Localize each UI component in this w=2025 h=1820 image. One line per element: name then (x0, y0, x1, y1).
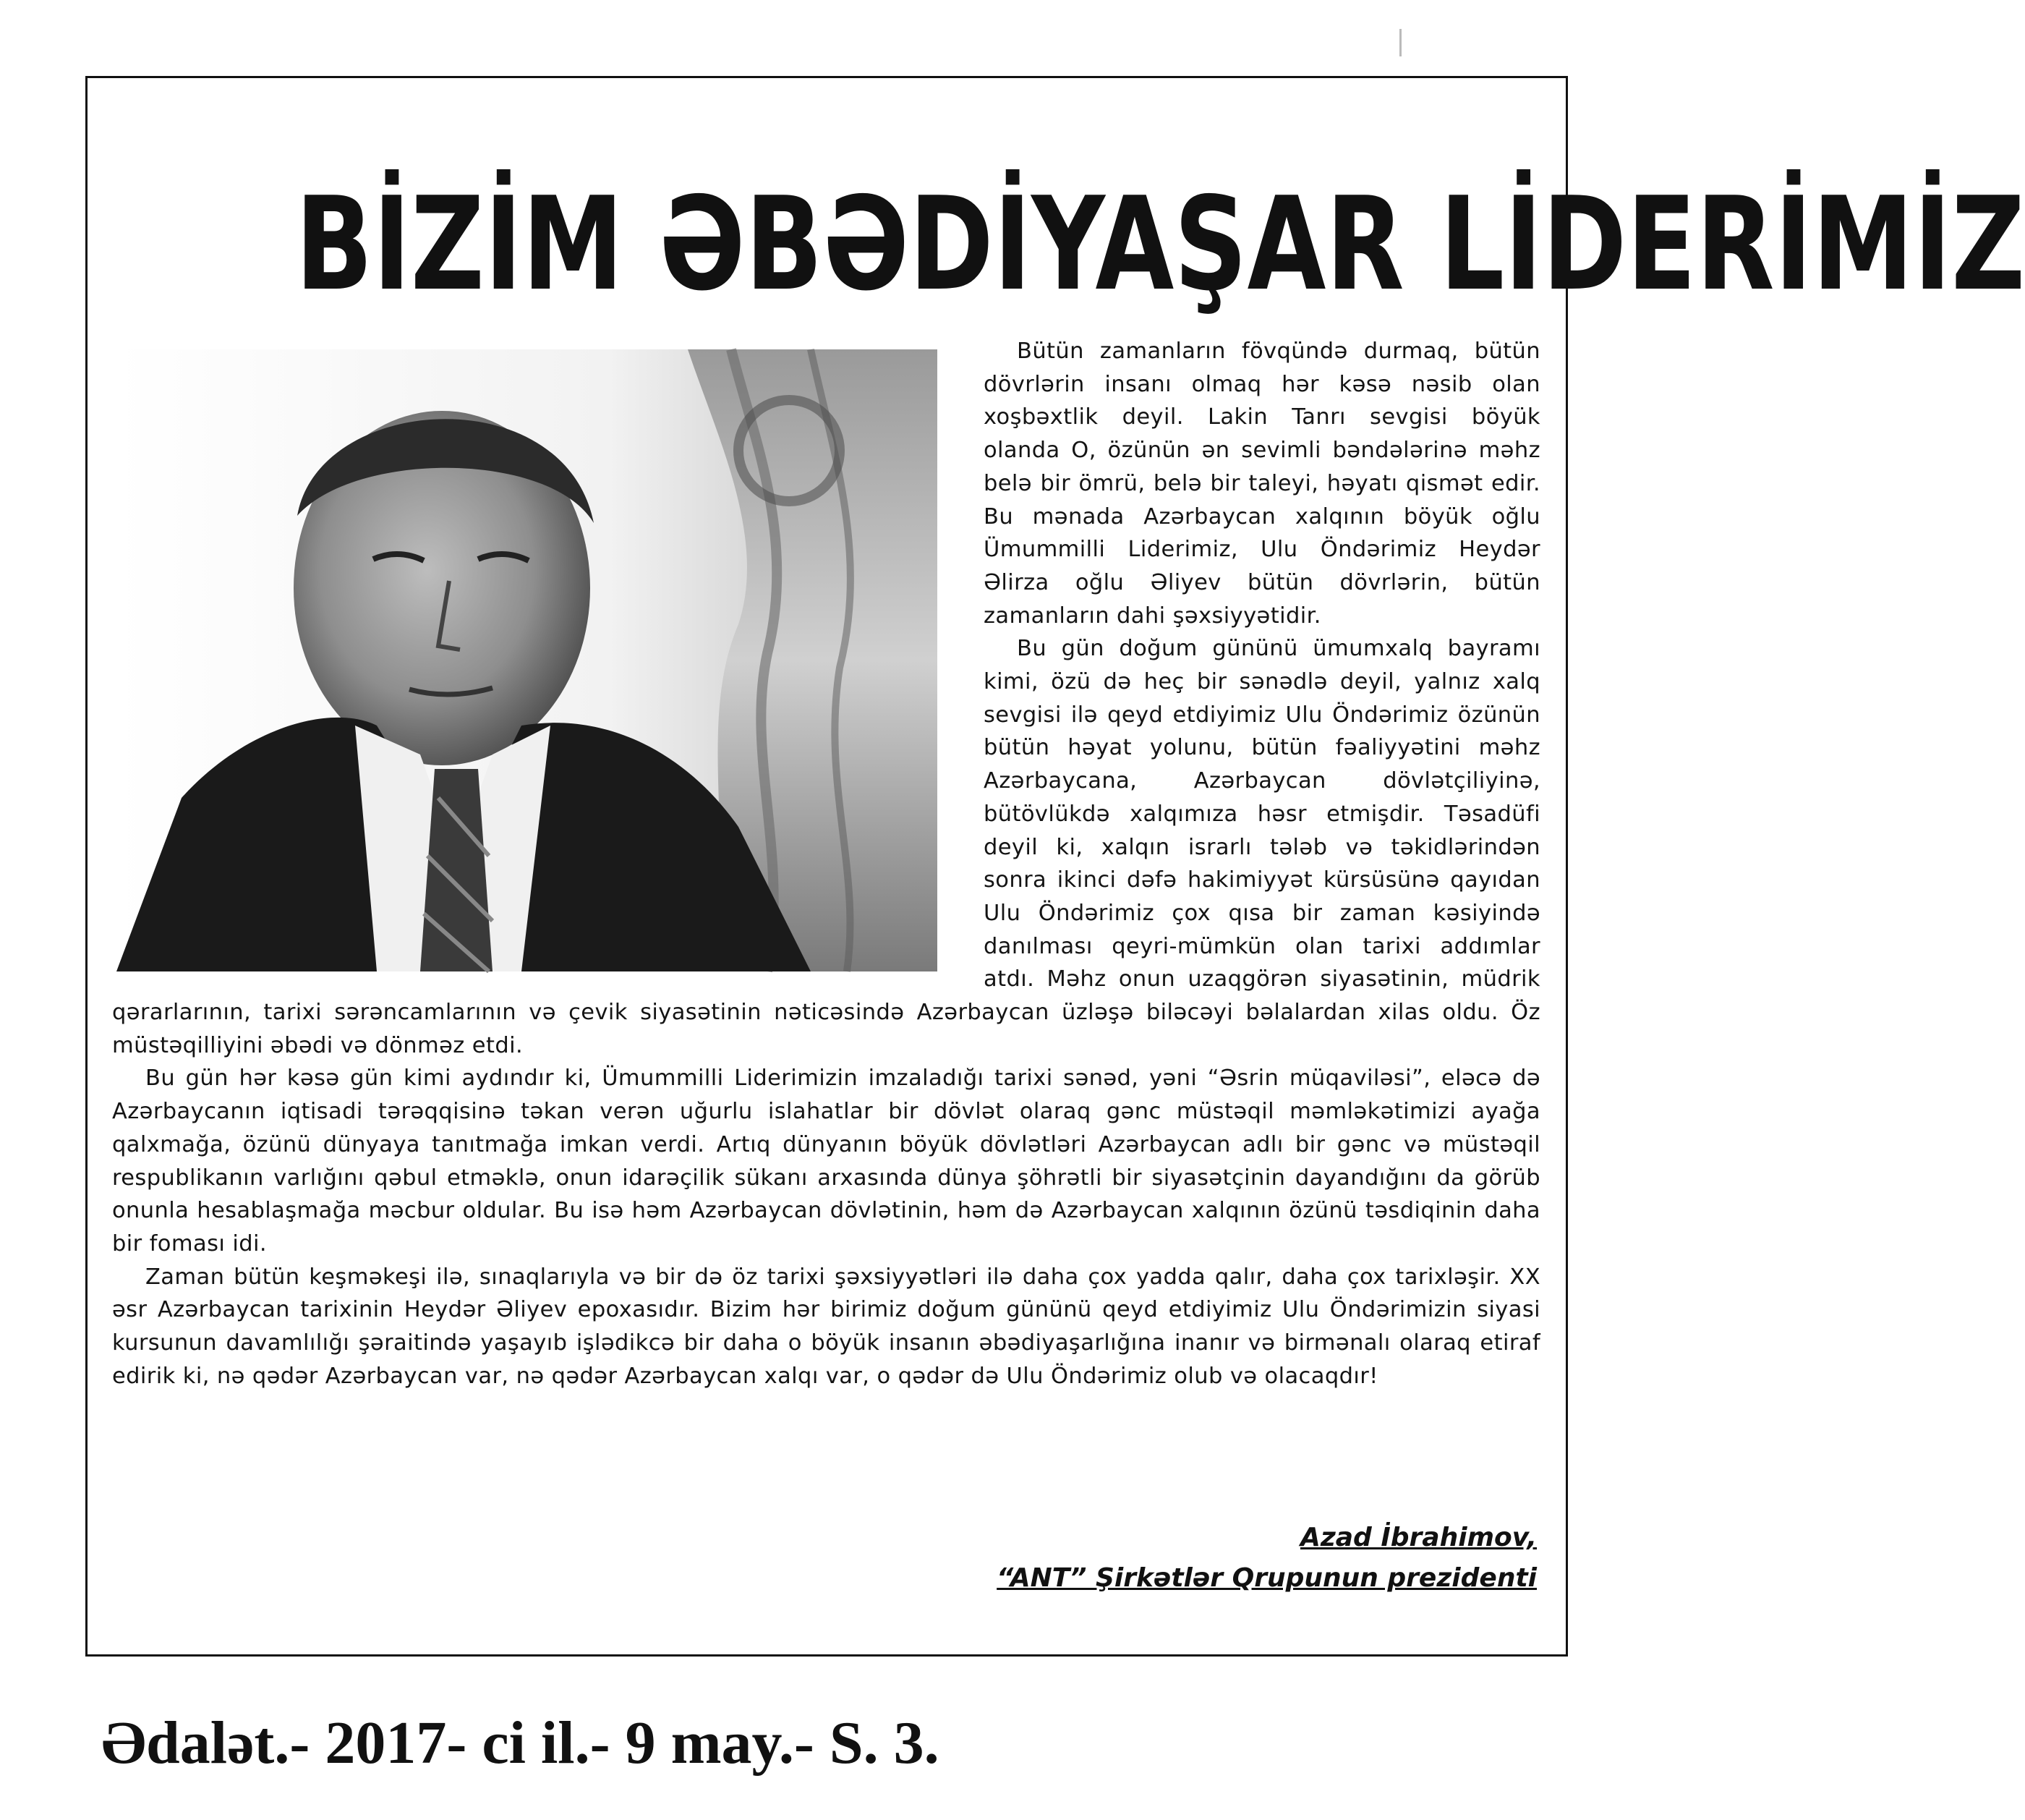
author-name: Azad İbrahimov, (1300, 1523, 1537, 1552)
headline: BİZİM ƏBƏDİYAŞAR LİDERİMİZ (295, 169, 2025, 319)
article-body (112, 335, 1540, 1393)
scan-speck (1399, 29, 1402, 56)
source-citation: Ədalət.- 2017- ci il.- 9 may.- S. 3. (101, 1709, 939, 1777)
signature-block (997, 1518, 1537, 1599)
paragraph-1: Bütün zamanların fövqündə durmaq, bütün dövrlərin insanı olmaq hər kəsə nəsib olan xoşbəxtlik deyil. Lakin Tanrı sevgisi böyük olanda O, özünün ən sevimli bəndələrinə məhz belə bir ömrü, belə bir taleyi, həyatı qismət edir. Bu mənada Azərbaycan xalqının böyük oğlu Ümummilli Liderimiz, Ulu Öndərimiz Heydər Əlirza oğlu Əliyev bütün dövrlərin, bütün zamanların dahi şəxsiyyətidir. (984, 339, 1540, 629)
photo-spacer (112, 335, 984, 975)
article-frame (85, 76, 2025, 1657)
paragraph-3: Bu gün hər kəsə gün kimi aydındır ki, Ümummilli Liderimizin imzaladığı tarixi sənəd, yəni “Əsrin müqaviləsi”, eləcə də Azərbaycanın iqtisadi tərəqqisinə təkan verən uğurlu islahatlar bir dövlət olaraq gənc müstəqil məmləkətimizi ayağa qalxmağa, özünü dünyaya tanıtmağa imkan verdi. Artıq dünyanın böyük dövlətləri Azərbaycan adlı bir gənc və müstəqil respublikanın varlığını qəbul etməklə, onun idarəçilik sükanı arxasında dünya şöhrətli bir siyasətçinin dayandığını da görüb onunla hesablaşmağa məcbur oldular. Bu isə həm Azərbaycan dövlətinin, həm də Azərbaycan xalqının özünü təsdiqinin daha bir foması idi. (112, 1066, 1540, 1256)
paragraph-2: Bu gün doğum gününü ümumxalq bayramı kimi, özü də heç bir sənədlə deyil, yalnız xalq sevgisi ilə qeyd etdiyimiz Ulu Öndərimiz özünün bütün həyat yolunu, bütün fəaliyyətini məhz Azərbaycana, Azərbaycan dövlətçiliyinə, bütövlükdə xalqımıza həsr etmişdir. Təsadüfi deyil ki, xalqın israrlı tələb və təkidlərindən sonra ikinci dəfə hakimiyyət kürsüsünə qayıdan Ulu Öndərimiz çox qısa bir zaman kəsiyində danılması qeyri-mümkün olan tarixi addımlar atdı. Məhz onun uzaqgörən siyasətinin, müdrik qərarlarının, tarixi sərəncamlarının və çevik siyasətinin nəticəsində Azərbaycan üzləşə biləcəyi bəlalardan xilas oldu. Öz müstəqilliyini əbədi və dönməz etdi. (112, 636, 1540, 1058)
author-title: “ANT” Şirkətlər Qrupunun prezidenti (997, 1563, 1537, 1593)
paragraph-4: Zaman bütün keşməkeşi ilə, sınaqlarıyla və bir də öz tarixi şəxsiyyətləri ilə daha çox yadda qalır, daha çox tarixləşir. XX əsr Azərbaycan tarixinin Heydər Əliyev epoxasıdır. Bizim hər birimiz doğum gününü qeyd etdiyimiz Ulu Öndərimizin siyasi kursunun davamlılığı şəraitində yaşayıb işlədikcə bir daha o böyük insanın əbədiyaşarlığına inanır və birmənalı olaraq etiraf edirik ki, nə qədər Azərbaycan var, nə qədər Azərbaycan xalqı var, o qədər də Ulu Öndərimiz olub və olacaqdır! (112, 1264, 1540, 1389)
